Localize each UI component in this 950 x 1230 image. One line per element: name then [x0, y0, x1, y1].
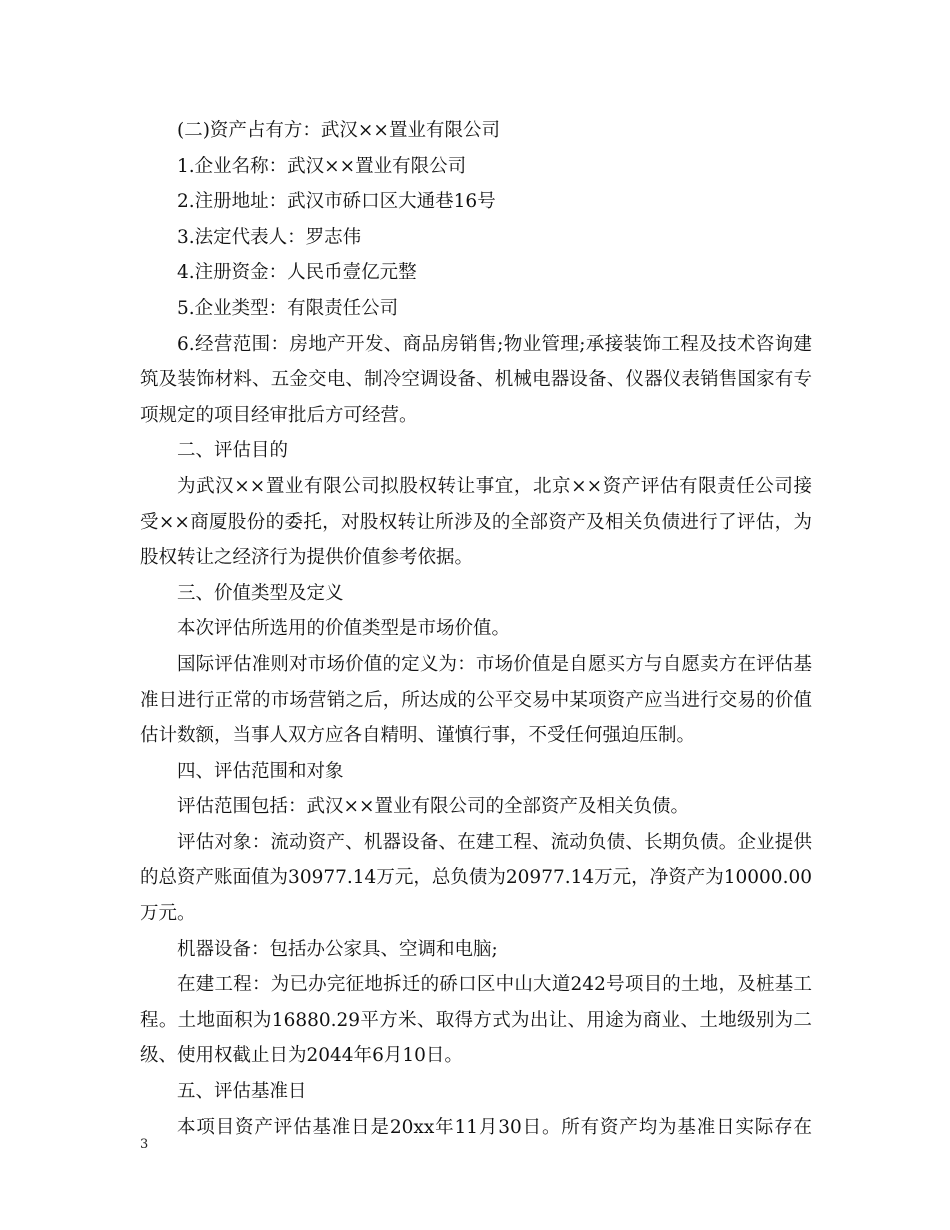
text-line: 3.法定代表人：罗志伟	[177, 226, 362, 248]
text-line: 万元。	[140, 903, 196, 925]
text-line: 项规定的项目经审批后方可经营。	[140, 404, 418, 426]
text-line: (二)资产占有方：武汉××置业有限公司	[177, 120, 500, 141]
text-line: 的总资产账面值为30977.14万元，总负债为20977.14万元，净资产为10000.00	[140, 867, 812, 889]
text-line: 估计数额，当事人双方应各自精明、谨慎行事，不受任何强迫压制。	[140, 725, 696, 747]
document-body	[140, 113, 812, 1145]
section-heading: 三、价值类型及定义	[177, 582, 344, 604]
text-line: 评估范围包括：武汉××置业有限公司的全部资产及相关负债。	[177, 796, 690, 818]
text-line: 机器设备：包括办公家具、空调和电脑;	[177, 938, 498, 960]
page-number: 3	[140, 1137, 149, 1152]
text-line: 级、使用权截止日为2044年6月10日。	[140, 1045, 463, 1067]
text-line: 5.企业类型：有限责任公司	[177, 297, 399, 319]
text-line: 4.注册资金：人民币壹亿元整	[177, 262, 417, 284]
text-line: 本次评估所选用的价值类型是市场价值。	[177, 618, 511, 640]
text-line: 1.企业名称：武汉××置业有限公司	[177, 155, 467, 177]
text-line: 在建工程：为已办完征地拆迁的硚口区中山大道242号项目的土地，及桩基工	[177, 974, 812, 996]
text-line: 程。土地面积为16880.29平方米、取得方式为出让、用途为商业、土地级别为二	[140, 1009, 812, 1031]
text-line: 筑及装饰材料、五金交电、制冷空调设备、机械电器设备、仪器仪表销售国家有专	[140, 369, 812, 391]
text-line: 受××商厦股份的委托，对股权转让所涉及的全部资产及相关负债进行了评估，为	[140, 511, 812, 533]
text-line: 国际评估准则对市场价值的定义为：市场价值是自愿买方与自愿卖方在评估基	[177, 653, 812, 675]
section-heading: 五、评估基准日	[177, 1081, 307, 1103]
text-line: 准日进行正常的市场营销之后，所达成的公平交易中某项资产应当进行交易的价值	[140, 689, 812, 711]
text-line: 6.经营范围：房地产开发、商品房销售;物业管理;承接装饰工程及技术咨询建	[177, 333, 812, 355]
text-line: 本项目资产评估基准日是20xx年11月30日。所有资产均为基准日实际存在	[177, 1116, 812, 1138]
text-line: 2.注册地址：武汉市硚口区大通巷16号	[177, 191, 496, 213]
text-line: 股权转让之经济行为提供价值参考依据。	[140, 547, 474, 569]
text-line: 评估对象：流动资产、机器设备、在建工程、流动负债、长期负债。企业提供	[177, 831, 812, 853]
section-heading: 二、评估目的	[177, 440, 289, 462]
text-line: 为武汉××置业有限公司拟股权转让事宜，北京××资产评估有限责任公司接	[177, 475, 812, 497]
section-heading: 四、评估范围和对象	[177, 760, 344, 782]
